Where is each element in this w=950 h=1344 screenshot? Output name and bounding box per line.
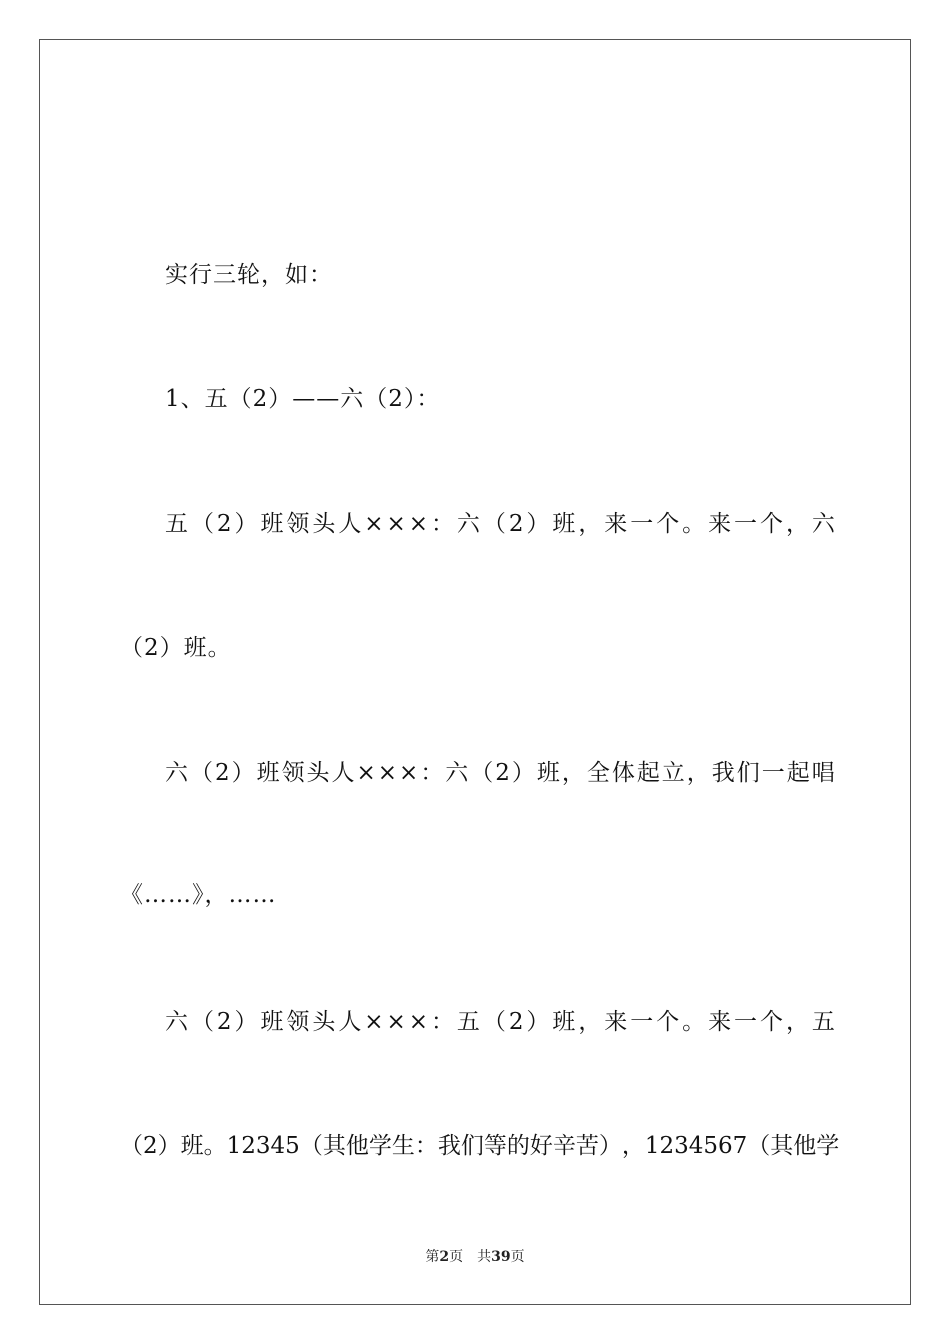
paragraph-line-1: 实行三轮，如：	[165, 262, 333, 288]
paragraph-line-8: （ 2 ） 班 。 12345 （ 其 他 学 生 ： 我 们 等 的 好 辛 苦 ） ， 1234567 （ 其 他 学	[120, 1133, 840, 1159]
footer-total-prefix: 共	[477, 1249, 492, 1265]
paragraph-line-3: 五 （ 2 ） 班 领 头 人 × × × ： 六 （ 2 ） 班 ， 来 一 个 。 来 一 个 ， 六	[165, 511, 835, 537]
footer-page-prefix: 第	[425, 1249, 440, 1265]
footer-total-pages: 39	[491, 1249, 511, 1265]
paragraph-line-4: （2）班。	[120, 635, 232, 661]
paragraph-line-7: 六 （ 2 ） 班 领 头 人 × × × ： 五 （ 2 ） 班 ， 来 一 个 。 来 一 个 ， 五	[165, 1009, 835, 1035]
page-border	[39, 39, 911, 1305]
paragraph-line-6: 《……》，……	[120, 882, 277, 908]
paragraph-line-5: 六 （ 2 ） 班 领 头 人 × × × ： 六 （ 2 ） 班 ， 全 体 起 立 ， 我 们 一 起 唱	[165, 760, 835, 786]
footer-page-number: 2	[439, 1249, 450, 1265]
footer-page-suffix: 页	[449, 1249, 464, 1265]
footer-total-suffix: 页	[510, 1249, 525, 1265]
page-footer	[0, 1248, 950, 1266]
paragraph-line-2: 1、五（2）——六（2）：	[165, 386, 441, 412]
